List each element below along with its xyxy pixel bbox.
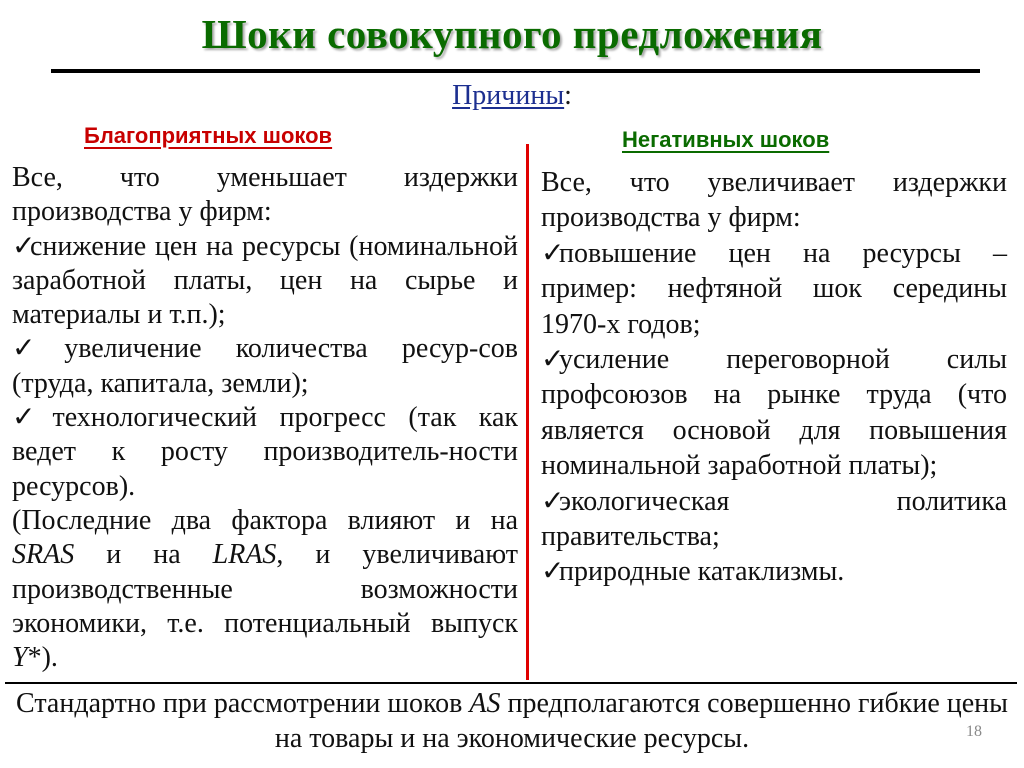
lras-term: LRAS [212,539,277,571]
slide-title: Шоки совокупного предложения [201,11,823,57]
title-underline-rule [51,69,980,73]
check-icon: ✓ [12,402,36,434]
y-term: Y [12,642,28,674]
note-text: (Последние два фактора влияют и на [12,504,518,536]
list-item-text: повышение цен на ресурсы – пример: нефтяной шок середины 1970-х годов; [541,237,1007,340]
negative-shocks-column [541,165,1007,590]
favorable-shocks-heading: Благоприятных шоков [84,123,333,148]
note-text: и на [74,539,213,571]
negative-shocks-heading: Негативных шоков [622,127,830,152]
list-item [12,401,518,504]
list-item-text: природные катаклизмы. [559,556,845,588]
favorable-note [12,504,518,675]
as-term: AS [469,688,501,719]
favorable-shocks-column [12,161,518,675]
favorable-intro: Все, что уменьшает издержки производства у фирм: [12,162,518,228]
check-icon: ✓ [541,237,565,269]
list-item [12,230,518,333]
list-item-text: снижение цен на ресурсы (номинальной заработной платы, цен на сырье и материалы и т.п.); [12,230,518,331]
column-divider [526,144,529,680]
sras-term: SRAS [12,539,75,571]
list-item [12,332,518,401]
list-item [541,236,1007,342]
page-number: 18 [966,723,982,740]
list-item-text: усиление переговорной силы профсоюзов на рынке труда (что является основой для повышения номинальной заработной платы); [541,344,1007,482]
note-text: , и увеличивают производственные возможности экономики, т.е. потенциальный выпуск [12,539,518,639]
list-item [541,484,1007,555]
footer-text: Стандартно при рассмотрении шоков [16,688,470,719]
footer-text: предполагаются совершенно гибкие цены на товары и на экономические ресурсы. [274,688,1008,754]
list-item [541,342,1007,484]
check-icon: ✓ [541,485,565,517]
causes-colon: : [564,80,572,111]
list-item-text: увеличение количества ресур-сов (труда, капитала, земли); [12,333,518,399]
list-item [541,554,1007,589]
footer-separator [5,682,1017,684]
list-item-text: технологический прогресс (так как ведет к росту производитель-ности ресурсов). [12,402,519,502]
check-icon: ✓ [12,333,36,365]
check-icon: ✓ [12,230,36,262]
negative-intro: Все, что увеличивает издержки производства у фирм: [541,167,1007,234]
causes-word: Причины [452,80,565,111]
list-item-text: экологическая политика правительства; [541,485,1007,553]
check-icon: ✓ [541,344,565,376]
note-text: *). [27,642,58,674]
causes-label [0,80,1024,112]
check-icon: ✓ [541,556,565,588]
footer-note [0,686,1024,756]
